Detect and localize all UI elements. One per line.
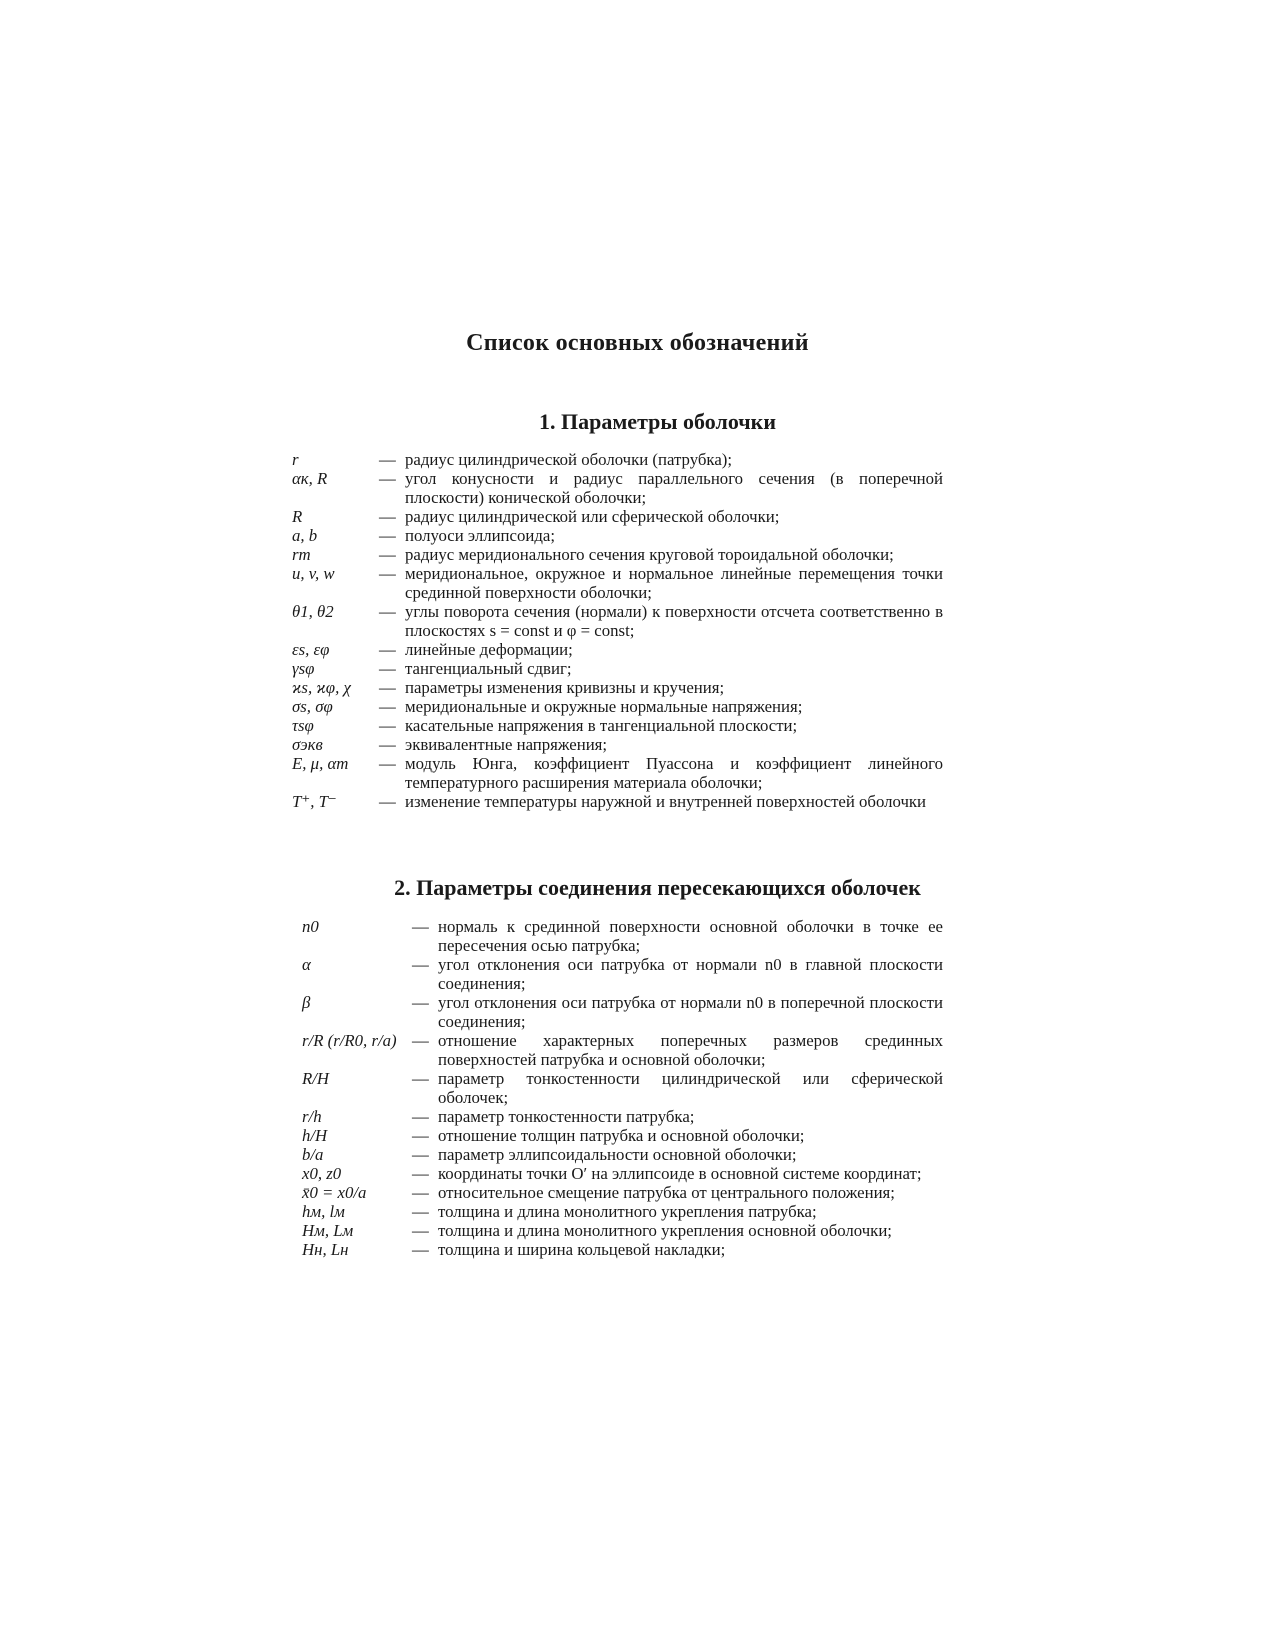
notation-symbol: u, v, w [292, 564, 335, 583]
notation-dash: — [412, 1145, 429, 1164]
notation-symbol: r [292, 450, 299, 469]
notation-dash: — [379, 640, 396, 659]
notation-dash: — [412, 993, 429, 1012]
notation-dash: — [412, 1107, 429, 1126]
notation-symbol: α [302, 955, 311, 974]
notation-symbol: R [292, 507, 303, 526]
notation-row [292, 526, 943, 545]
notation-row [302, 1031, 943, 1069]
notation-symbol: Hм, Lм [302, 1221, 354, 1240]
notation-description: меридиональные и окружные нормальные напряжения; [405, 697, 803, 716]
notation-description: радиус цилиндрической или сферической оболочки; [405, 507, 780, 526]
notation-symbol: b/a [302, 1145, 324, 1164]
notation-row [292, 564, 943, 602]
notation-row [292, 735, 943, 754]
notation-row [292, 507, 943, 526]
notation-row [292, 469, 943, 507]
notation-description: угол отклонения оси патрубка от нормали n0 в поперечной плоскости соединения; [438, 993, 943, 1031]
notation-row [292, 659, 943, 678]
section-2-list [302, 917, 943, 1259]
notation-symbol: εs, εφ [292, 640, 330, 659]
notation-row [292, 602, 943, 640]
notation-row [302, 1126, 943, 1145]
notation-dash: — [412, 1183, 429, 1202]
notation-symbol: a, b [292, 526, 318, 545]
notation-description: параметр тонкостенности патрубка; [438, 1107, 695, 1126]
section-2-title: 2. Параметры соединения пересекающихся оболочек [394, 875, 921, 900]
notation-dash: — [379, 545, 396, 564]
notation-description: касательные напряжения в тангенциальной плоскости; [405, 716, 798, 735]
notation-row [302, 1145, 943, 1164]
notation-row [292, 678, 943, 697]
notation-row [302, 1164, 943, 1183]
notation-symbol: x̄0 = x0/a [302, 1183, 367, 1202]
notation-dash: — [412, 1031, 429, 1050]
notation-symbol: rт [292, 545, 311, 564]
notation-dash: — [379, 697, 396, 716]
notation-dash: — [379, 564, 396, 583]
notation-description: радиус цилиндрической оболочки (патрубка); [405, 450, 733, 469]
notation-symbol: h/H [302, 1126, 328, 1145]
notation-description: толщина и длина монолитного укрепления основной оболочки; [438, 1221, 892, 1240]
section-1-title: 1. Параметры оболочки [538, 409, 777, 434]
section-1-list [292, 450, 943, 811]
notation-symbol: E, μ, αт [292, 754, 349, 773]
notation-dash: — [379, 507, 396, 526]
notation-dash: — [412, 1126, 429, 1145]
notation-dash: — [379, 735, 396, 754]
notation-dash: — [412, 1202, 429, 1221]
notation-dash: — [379, 792, 396, 811]
notation-description: угол отклонения оси патрубка от нормали n0 в главной плоскости соединения; [438, 955, 943, 993]
notation-description: радиус меридионального сечения круговой тороидальной оболочки; [405, 545, 894, 564]
notation-row [292, 640, 943, 659]
notation-description: отношение характерных поперечных размеров срединных поверхностей патрубка и основной оболочки; [438, 1031, 943, 1069]
notation-description: эквивалентные напряжения; [405, 735, 608, 754]
notation-description: углы поворота сечения (нормали) к поверхности отсчета соответственно в плоскостях s = const и φ = const; [405, 602, 943, 640]
notation-row [292, 792, 943, 811]
notation-description: нормаль к срединной поверхности основной оболочки в точке ее пересечения осью патрубка; [438, 917, 943, 955]
notation-row [302, 1240, 943, 1259]
notation-dash: — [379, 716, 396, 735]
notation-dash: — [412, 1069, 429, 1088]
notation-description: параметры изменения кривизны и кручения; [405, 678, 725, 697]
notation-description: параметр эллипсоидальности основной оболочки; [438, 1145, 797, 1164]
notation-symbol: x0, z0 [302, 1164, 342, 1183]
notation-symbol: θ1, θ2 [292, 602, 334, 621]
notation-symbol: σэкв [292, 735, 323, 754]
notation-dash: — [379, 526, 396, 545]
notation-description: параметр тонкостенности цилиндрической или сферической оболочек; [438, 1069, 943, 1107]
notation-row [302, 993, 943, 1031]
notation-dash: — [379, 602, 396, 621]
notation-dash: — [379, 659, 396, 678]
notation-dash: — [412, 1240, 429, 1259]
notation-description: координаты точки O′ на эллипсоиде в основной системе координат; [438, 1164, 922, 1183]
notation-dash: — [379, 469, 396, 488]
notation-description: меридиональное, окружное и нормальное линейные перемещения точки срединной поверхности оболочки; [405, 564, 943, 602]
notation-row [292, 450, 943, 469]
notation-symbol: n0 [302, 917, 319, 936]
notation-dash: — [412, 1164, 429, 1183]
notation-row [292, 697, 943, 716]
notation-description: модуль Юнга, коэффициент Пуассона и коэффициент линейного температурного расширения материала оболочки; [405, 754, 943, 792]
notation-symbol: r/R (r/R0, r/a) [302, 1031, 397, 1050]
notation-dash: — [412, 955, 429, 974]
notation-dash: — [379, 754, 396, 773]
notation-description: относительное смещение патрубка от центрального положения; [438, 1183, 895, 1202]
notation-symbol: αк, R [292, 469, 328, 488]
notation-dash: — [412, 1221, 429, 1240]
notation-description: изменение температуры наружной и внутренней поверхностей оболочки [405, 792, 927, 811]
notation-row [302, 955, 943, 993]
notation-symbol: R/H [302, 1069, 330, 1088]
notation-description: толщина и ширина кольцевой накладки; [438, 1240, 726, 1259]
notation-dash: — [379, 450, 396, 469]
notation-row [302, 1107, 943, 1126]
notation-description: тангенциальный сдвиг; [405, 659, 572, 678]
notation-symbol: σs, σφ [292, 697, 333, 716]
notation-symbol: Hн, Lн [302, 1240, 349, 1259]
notation-description: угол конусности и радиус параллельного сечения (в поперечной плоскости) конической оболочки; [405, 469, 943, 507]
notation-row [292, 754, 943, 792]
notation-description: полуоси эллипсоида; [405, 526, 556, 545]
notation-row [302, 1183, 943, 1202]
notation-dash: — [412, 917, 429, 936]
page-title: Список основных обозначений [466, 330, 809, 356]
notation-dash: — [379, 678, 396, 697]
notation-row [302, 917, 943, 955]
notation-row [302, 1069, 943, 1107]
notation-row [302, 1202, 943, 1221]
notation-description: отношение толщин патрубка и основной оболочки; [438, 1126, 805, 1145]
notation-description: линейные деформации; [405, 640, 573, 659]
notation-symbol: T⁺, T⁻ [292, 792, 337, 811]
notation-symbol: ϰs, ϰφ, χ [292, 678, 351, 697]
notation-row [302, 1221, 943, 1240]
notation-symbol: γsφ [292, 659, 315, 678]
notation-symbol: hм, lм [302, 1202, 345, 1221]
notation-description: толщина и длина монолитного укрепления патрубка; [438, 1202, 817, 1221]
notation-symbol: r/h [302, 1107, 322, 1126]
notation-symbol: τsφ [292, 716, 314, 735]
notation-symbol: β [302, 993, 311, 1012]
notation-row [292, 545, 943, 564]
notation-row [292, 716, 943, 735]
